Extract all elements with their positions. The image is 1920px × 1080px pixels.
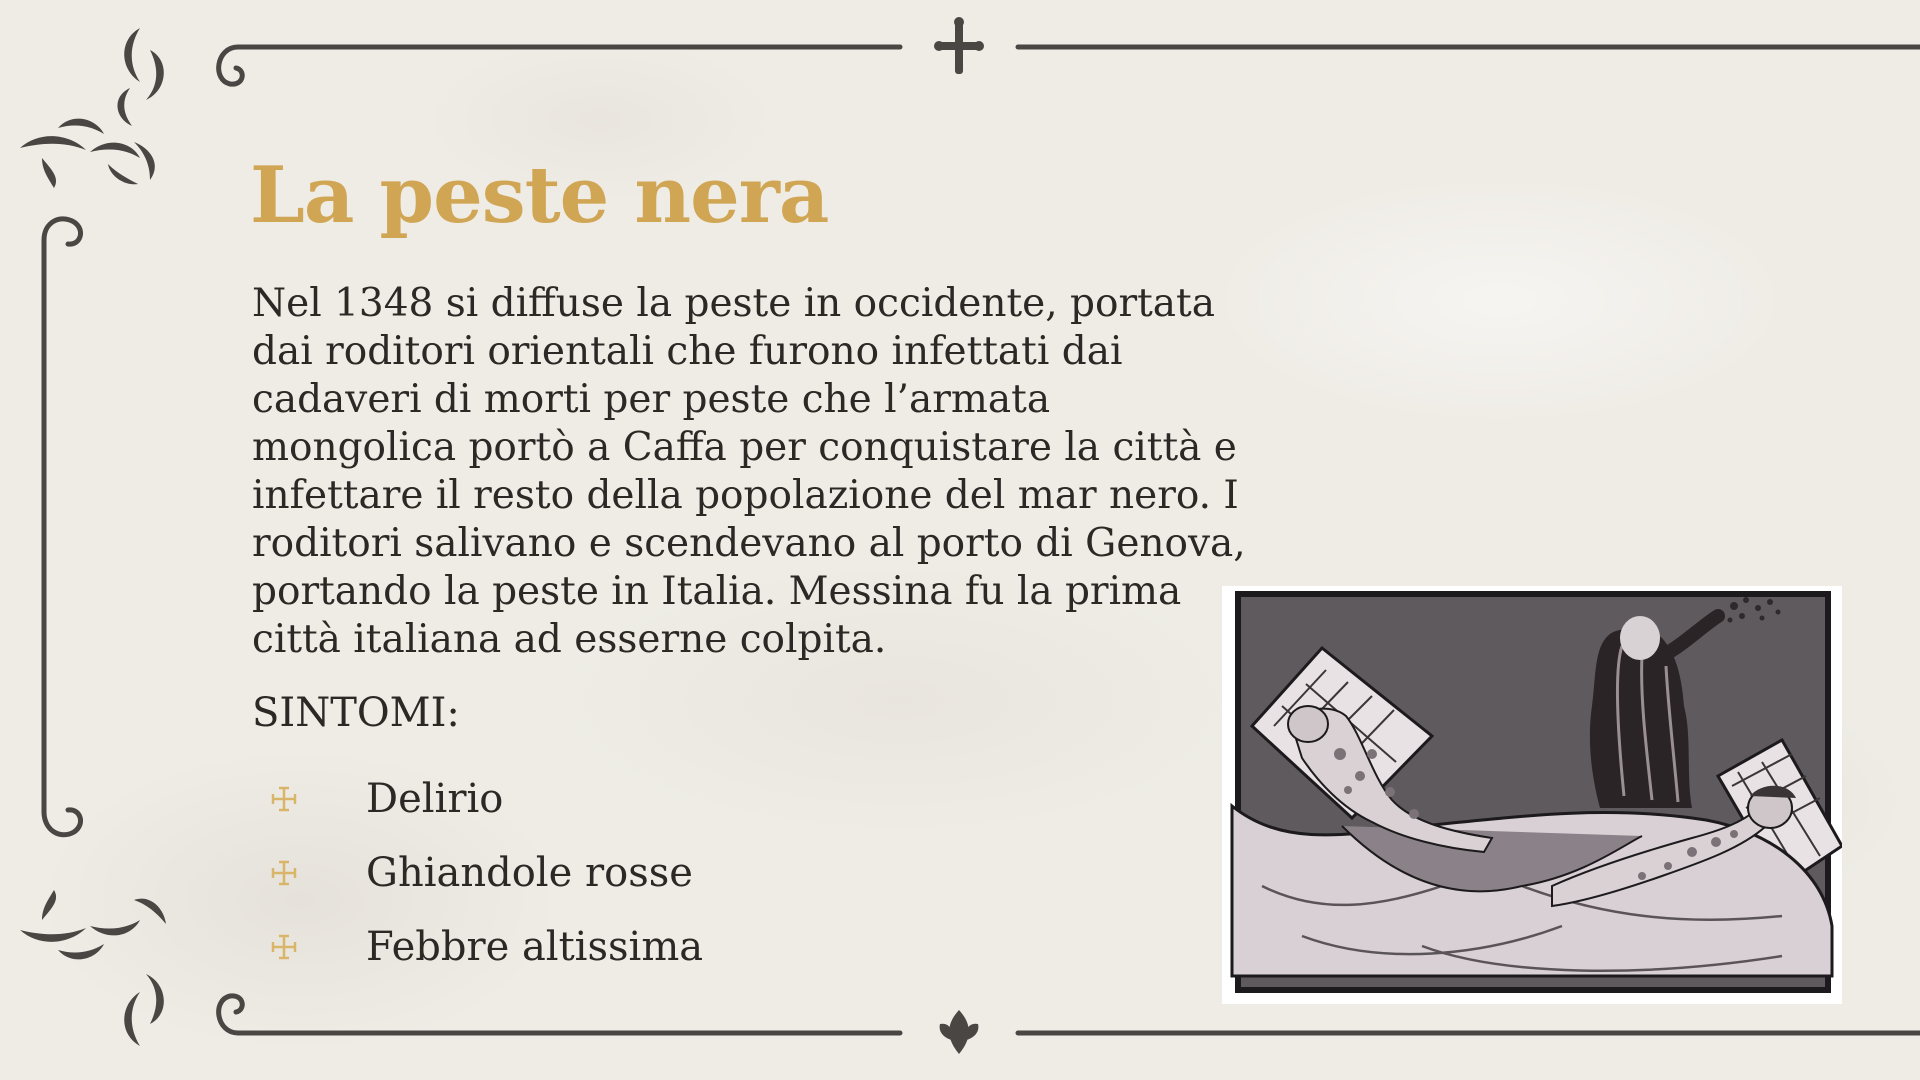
- list-item: [270, 836, 703, 910]
- symptom-label: Febbre altissima: [366, 924, 704, 970]
- floral-corner-top-icon: [20, 28, 164, 188]
- symptoms-heading: SINTOMI:: [252, 690, 460, 736]
- plague-illustration: [1222, 586, 1842, 1004]
- list-item: [270, 762, 703, 836]
- slide-title: La peste nera: [250, 150, 829, 241]
- cross-ornament-icon: [934, 17, 984, 74]
- cross-bullet-icon: [270, 785, 298, 813]
- illustration-image: [1222, 586, 1842, 1004]
- list-item: [270, 910, 703, 984]
- fleur-ornament-icon: [940, 1010, 979, 1054]
- symptom-label: Delirio: [366, 776, 504, 822]
- slide-paragraph: Nel 1348 si diffuse la peste in occidente, portata dai roditori orientali che furono infettati dai cadaveri di morti per peste che l’armata mongolica portò a Caffa per conquistare la città e infettare il resto della popolazione del mar nero. I roditori salivano e scendevano al porto di Genova, portando la peste in Italia. Messina fu la prima città italiana ad esserne colpita.: [252, 281, 1246, 662]
- cross-bullet-icon: [270, 859, 298, 887]
- cross-bullet-icon: [270, 933, 298, 961]
- symptoms-list: [270, 762, 703, 984]
- floral-corner-bottom-icon: [20, 890, 166, 1046]
- symptom-label: Ghiandole rosse: [366, 850, 693, 896]
